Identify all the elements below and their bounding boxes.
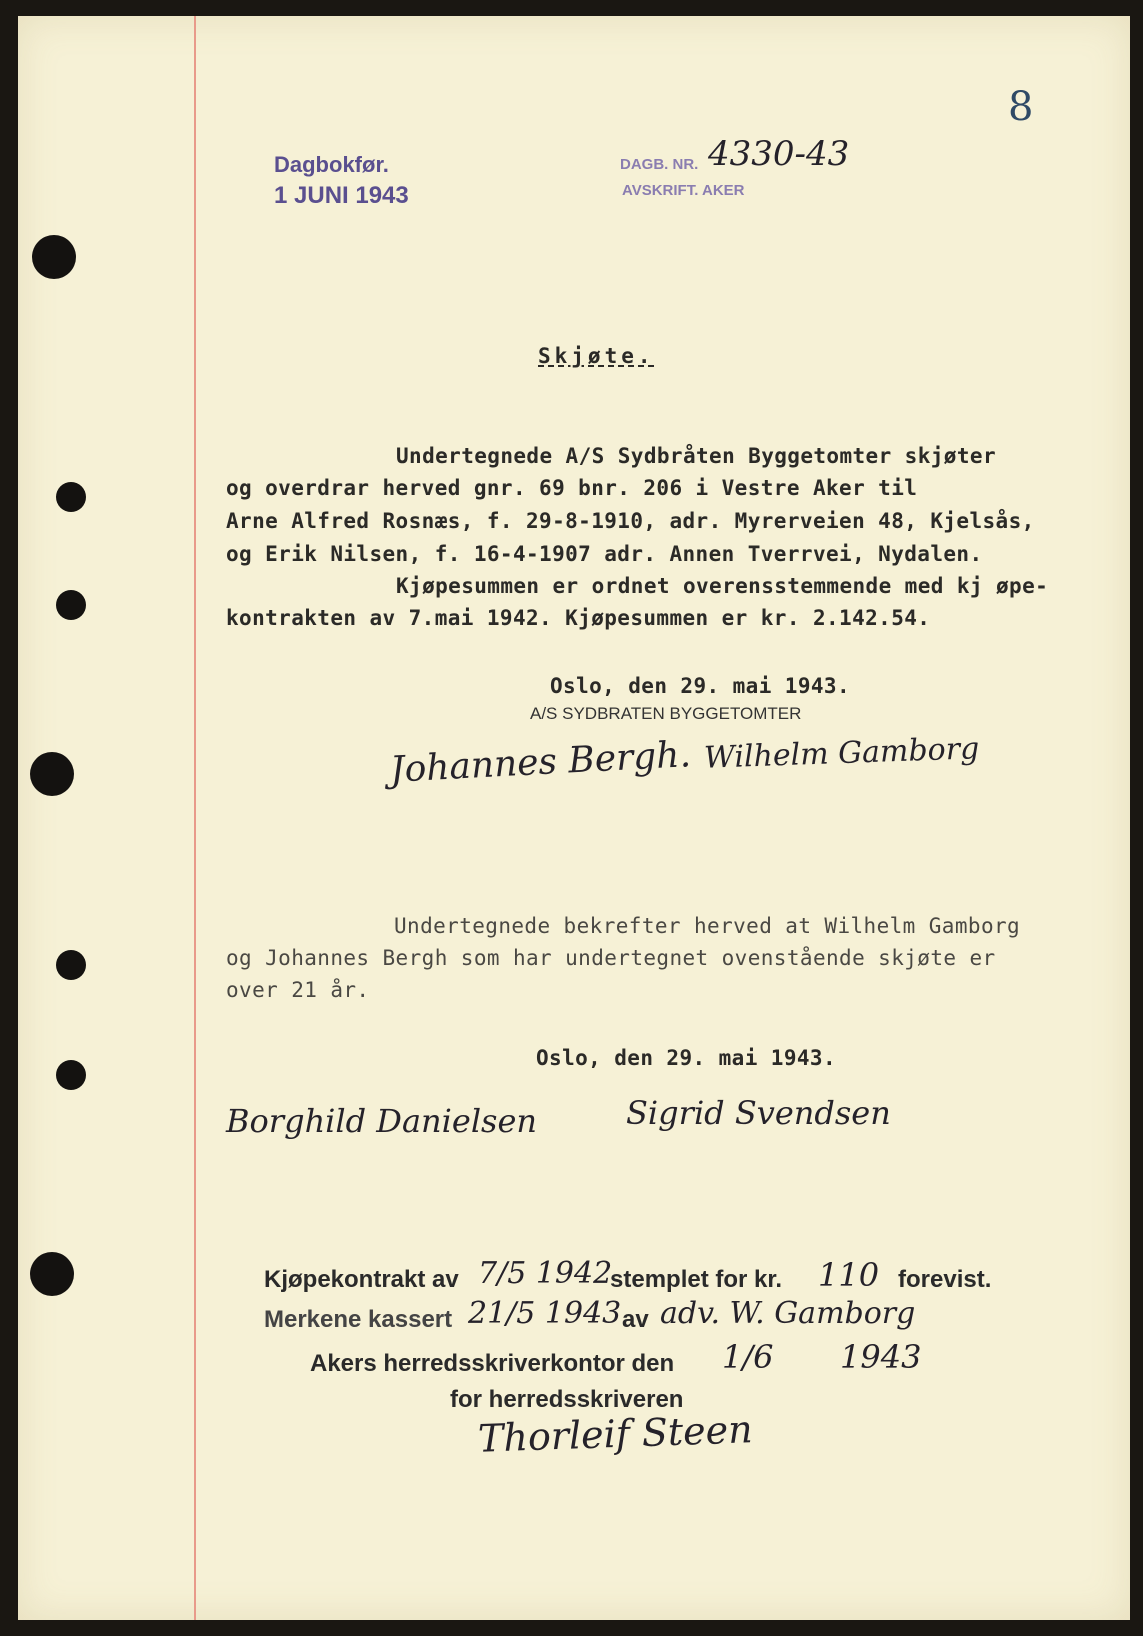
punch-hole (30, 1252, 74, 1296)
punch-hole (56, 590, 86, 620)
body-line: og overdrar herved gnr. 69 bnr. 206 i Vestre Aker til (226, 476, 918, 500)
footer-kontor-label: Akers herredsskriverkontor den (310, 1350, 675, 1377)
footer-kjopekontrakt-date: 7/5 1942 (478, 1256, 613, 1291)
dagb-nr-value: 4330-43 (708, 134, 850, 174)
signature-borghild-danielsen: Borghild Danielsen (226, 1102, 538, 1140)
signature-johannes-bergh: Johannes Bergh. (389, 734, 692, 791)
dagbok-stamp-label: Dagbokfør. (274, 152, 389, 177)
footer-merkene-date: 21/5 1943 (468, 1296, 622, 1331)
footer-stemplet-label: stemplet for kr. (610, 1266, 783, 1293)
footer-amount: 110 (818, 1256, 880, 1294)
document-title: Skjøte. (538, 344, 655, 368)
dagbok-stamp-date: 1 JUNI 1943 (274, 182, 409, 209)
punch-hole (56, 1060, 86, 1090)
body-line: Arne Alfred Rosnæs, f. 29-8-1910, adr. Myrerveien 48, Kjelsås, (226, 509, 1035, 533)
body-line: og Erik Nilsen, f. 16-4-1907 adr. Annen Tverrvei, Nydalen. (226, 542, 983, 566)
body-line: Undertegnede A/S Sydbråten Byggetomter skjøter (396, 444, 996, 468)
margin-line (194, 16, 196, 1620)
footer-kontor-year: 1943 (840, 1338, 922, 1376)
body-line: kontrakten av 7.mai 1942. Kjøpesummen er kr. 2.142.54. (226, 606, 931, 630)
dagb-nr-label: DAGB. NR. (620, 156, 699, 173)
signature-herredsskriver: Thorleif Steen (477, 1407, 754, 1461)
signature-sigrid-svendsen: Sigrid Svendsen (626, 1094, 891, 1132)
place-date: Oslo, den 29. mai 1943. (550, 674, 850, 698)
footer-merkene-label: Merkene kassert (264, 1306, 453, 1333)
page-number: 8 (1008, 84, 1034, 130)
avskrift-stamp: AVSKRIFT. AKER (622, 182, 745, 199)
footer-kjopekontrakt-label: Kjøpekontrakt av (264, 1266, 459, 1293)
signature-wilhelm-gamborg: Wilhelm Gamborg (703, 731, 980, 776)
punch-hole (56, 950, 86, 980)
witness-line: over 21 år. (226, 978, 370, 1002)
place-date: Oslo, den 29. mai 1943. (536, 1046, 836, 1070)
document-page (18, 16, 1130, 1620)
witness-line: Undertegnede bekrefter herved at Wilhelm Gamborg (394, 914, 1021, 938)
footer-merkene-by: adv. W. Gamborg (660, 1296, 916, 1331)
punch-hole (30, 752, 74, 796)
footer-forevist: forevist. (898, 1266, 992, 1293)
footer-av-label: av (622, 1306, 649, 1333)
footer-kontor-date: 1/6 (722, 1338, 774, 1376)
witness-line: og Johannes Bergh som har undertegnet ovenstående skjøte er (226, 946, 996, 970)
company-stamp: A/S SYDBRATEN BYGGETOMTER (530, 704, 802, 723)
punch-hole (56, 482, 86, 512)
footer-herredsskriveren: for herredsskriveren (450, 1386, 684, 1413)
body-line: Kjøpesummen er ordnet overensstemmende med kj øpe- (396, 574, 1049, 598)
punch-hole (32, 235, 76, 279)
